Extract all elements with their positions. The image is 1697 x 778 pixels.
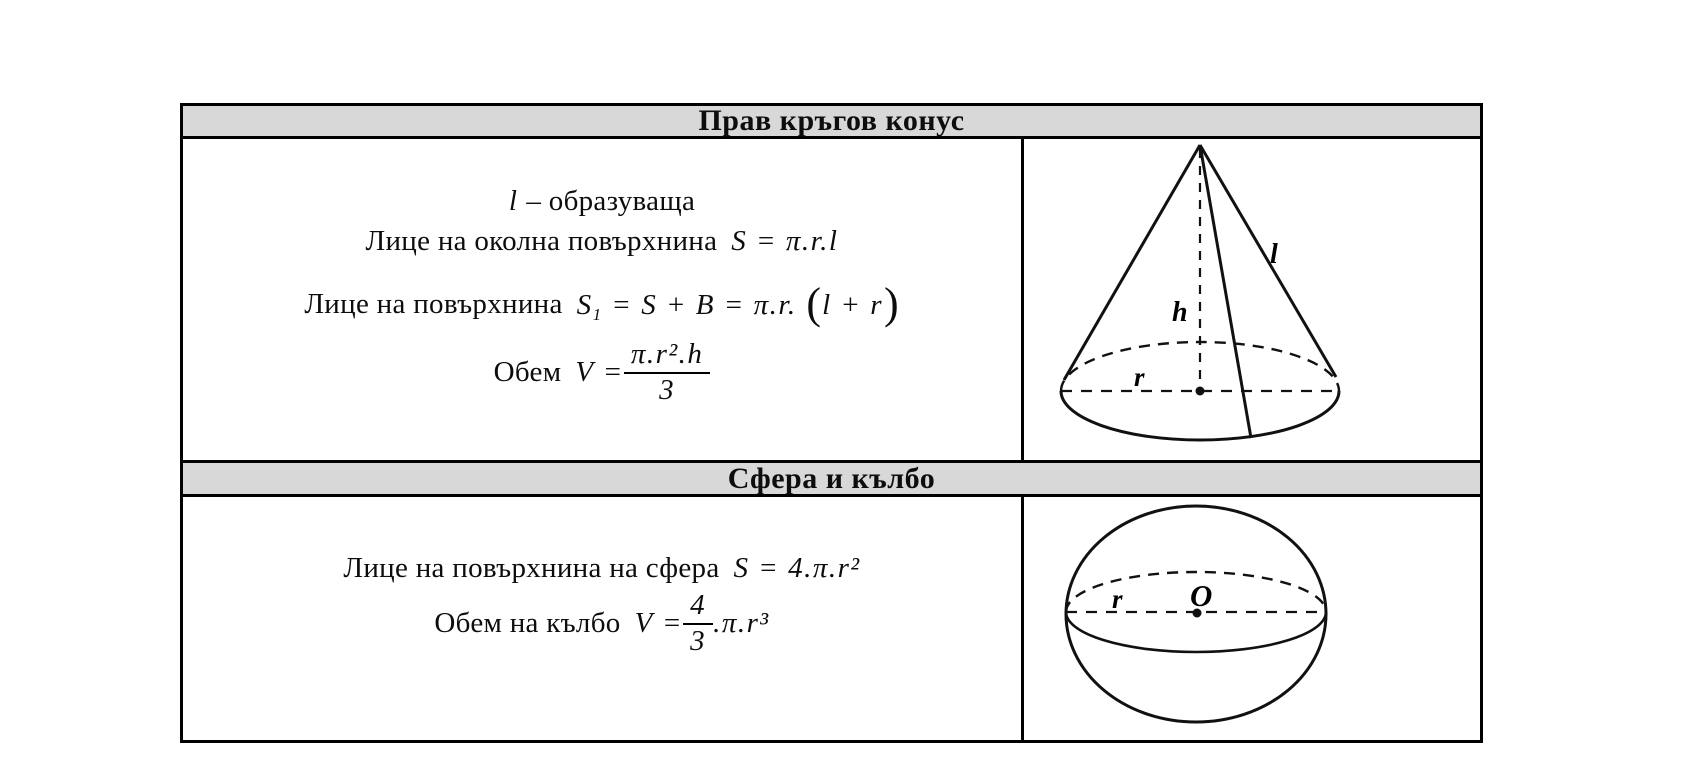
cone-label-r: r <box>1134 362 1145 392</box>
cone-section-title: Прав кръгов конус <box>698 104 965 137</box>
sphere-section-header <box>183 463 1480 497</box>
cone-lateral-area-label: Лице на околна повърхнина <box>365 224 718 257</box>
cone-volume-fraction <box>624 339 711 405</box>
cone-figure <box>1024 139 1477 460</box>
ball-volume-denominator: 3 <box>690 624 707 657</box>
cone-volume-numerator: π.r².h <box>624 339 711 373</box>
cone-formulas-cell <box>183 139 1024 460</box>
cone-section-header <box>183 106 1480 139</box>
sphere-equator-front-arc <box>1066 612 1326 652</box>
sphere-row <box>183 497 1480 740</box>
subscript-one: 1 <box>592 305 603 324</box>
cone-total-area-label: Лице на повърхнина <box>304 287 563 320</box>
ball-volume-label: Обем на кълбо <box>434 606 621 639</box>
cone-total-area-formula: $S_1 = S + B = \pi.r$. (l + r) <box>576 279 899 328</box>
ball-volume-numerator: 4 <box>683 590 713 624</box>
sphere-figure <box>1024 497 1477 737</box>
cone-left-slant <box>1064 145 1200 380</box>
generatrix-text: – образуваща <box>526 184 696 217</box>
cone-row <box>183 139 1480 463</box>
cone-lateral-area-formula: S = π.r.l <box>731 224 839 257</box>
cone-generatrix-definition <box>509 181 695 221</box>
cone-volume-lhs: V = <box>575 355 624 388</box>
formula-table <box>180 103 1483 743</box>
sphere-label-r: r <box>1112 584 1123 614</box>
sphere-area-label: Лице на повърхнина на сфера <box>343 551 720 584</box>
ball-volume-rhs: .π.r³ <box>713 606 770 639</box>
ball-volume-lhs: V = <box>634 606 684 639</box>
close-paren: ) <box>884 279 899 328</box>
cone-total-area-line <box>304 279 899 329</box>
sphere-formulas-cell <box>183 497 1024 740</box>
sphere-area-line <box>343 547 860 589</box>
ball-volume-fraction <box>683 590 713 656</box>
cone-label-h: h <box>1172 297 1188 328</box>
cone-volume-label: Обем <box>493 355 562 388</box>
sphere-figure-cell <box>1024 497 1480 740</box>
cone-base-back-arc <box>1061 342 1339 391</box>
cone-base-front-arc <box>1061 391 1339 440</box>
generatrix-symbol: l <box>508 184 519 217</box>
sphere-section-title: Сфера и кълбо <box>727 461 936 495</box>
cone-lateral-area-line <box>366 221 839 261</box>
cone-volume-denominator: 3 <box>659 373 676 406</box>
cone-volume-line <box>494 335 711 409</box>
cone-label-l: l <box>1270 239 1278 270</box>
open-paren: ( <box>806 279 822 328</box>
sphere-area-formula: S = 4.π.r² <box>733 551 861 584</box>
sphere-label-o: O <box>1190 578 1213 613</box>
cone-figure-cell <box>1024 139 1480 460</box>
cone-base-center-dot <box>1196 387 1205 396</box>
ball-volume-line <box>434 591 769 655</box>
